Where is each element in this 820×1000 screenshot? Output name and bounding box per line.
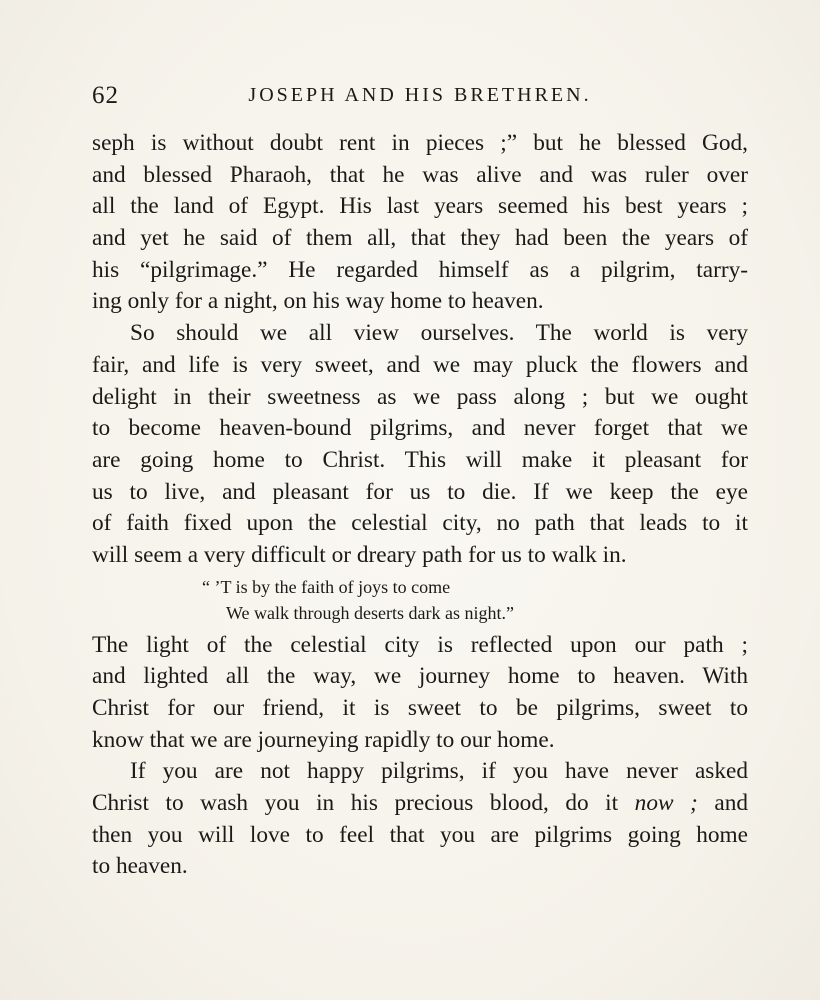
text-line: seph is without doubt rent in pieces ;” but he blessed God,: [92, 130, 748, 156]
text-line: know that we are journeying rapidly to our home.: [92, 726, 555, 753]
paragraph-3: [92, 630, 748, 757]
text-line: fair, and life is very sweet, and we may pluck the flowers and: [92, 351, 748, 378]
verse-line: “ ’T is by the faith of joys to come: [202, 576, 451, 597]
text-line: and yet he said of them all, that they had been the years of: [92, 225, 748, 252]
page-number: 62: [92, 82, 119, 109]
text-line: will seem a very difficult or dreary path for us to walk in.: [92, 541, 627, 568]
body-text: [92, 128, 748, 883]
text-line: ing only for a night, on his way home to heaven.: [92, 288, 544, 315]
verse-line: We walk through deserts dark as night.”: [226, 602, 514, 623]
emphasis-now: now ;: [634, 790, 698, 817]
text-line: If you are not happy pilgrims, if you have never asked: [130, 758, 748, 785]
text-line-with-emphasis: [92, 788, 748, 820]
text-line: The light of the celestial city is reflected upon our path ;: [92, 631, 748, 658]
text-line: all the land of Egypt. His last years seemed his best years ;: [92, 193, 748, 220]
text-segment: and: [697, 790, 748, 817]
text-line: us to live, and pleasant for us to die. If we keep the eye: [92, 478, 748, 505]
text-line: his “pilgrimage.” He regarded himself as a pilgrim, tarry-: [92, 256, 748, 283]
paragraph-1: [92, 128, 748, 318]
page-header: [92, 82, 748, 114]
text-line: are going home to Christ. This will make it pleasant for: [92, 446, 748, 473]
text-line: Christ for our friend, it is sweet to be pilgrims, sweet to: [92, 695, 748, 721]
text-line: of faith fixed upon the celestial city, no path that leads to it: [92, 510, 748, 537]
paragraph-2: [92, 318, 748, 572]
text-line: delight in their sweetness as we pass along ; but we ought: [92, 383, 748, 410]
verse-quote: [92, 574, 748, 626]
text-line: and blessed Pharaoh, that he was alive and was ruler over: [92, 161, 748, 188]
text-line: then you will love to feel that you are pilgrims going home: [92, 821, 748, 848]
text-segment: Christ to wash you in his precious blood, do it: [92, 790, 635, 817]
text-line: and lighted all the way, we journey home to heaven. With: [92, 663, 748, 690]
paragraph-4: [92, 756, 748, 883]
running-head: JOSEPH AND HIS BRETHREN.: [248, 84, 592, 106]
text-line: So should we all view ourselves. The world is very: [130, 320, 748, 347]
text-line: to heaven.: [92, 853, 188, 880]
text-line: to become heaven-bound pilgrims, and never forget that we: [92, 415, 748, 442]
